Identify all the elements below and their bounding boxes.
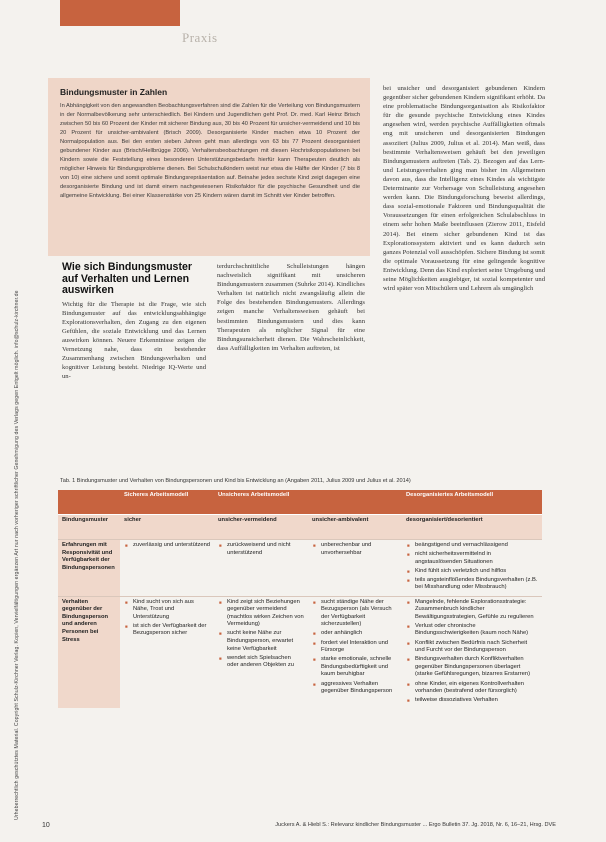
list-item: ■ ohne Kinder, ein eigenes Kontrollverhalten vorhanden (bestrafend oder fürsorglich) [415,681,538,696]
table-caption: Tab. 1 Bindungsmuster und Verhalten von Bindungspersonen und Kind bis Entwicklung an (Angaben 2011, Julius 2009 und Julius et al. 2014) [60,478,411,484]
row-label: Verhalten gegenüber der Bindungsperson und anderen Personen bei Stress [58,596,120,708]
info-box-title: Bindungsmuster in Zahlen [60,87,168,97]
middle-column [217,262,365,353]
column-header: desorganisiert/desorientiert [402,515,542,540]
left-column [62,262,206,381]
table-row [58,596,542,708]
table-column-header [58,515,542,540]
page-footer: Juckers A. & Hiebl S.: Relevanz kindlicher Bindungsmuster ... Ergo Bulletin 37. Jg. 2018, Nr. 6, 16–21, Hrsg. DVE [275,822,556,828]
table-cell [308,596,402,708]
list-item: ■ Bindungsverhalten durch Konfliktverhalten gegenüber Bindungspersonen überlagert (starke Gefühlsregungen, bizarres Erstarren) [415,656,538,679]
group-header-disorganized: Desorganisiertes Arbeitsmodell [402,490,542,515]
right-column [383,84,545,293]
group-header-insecure: Unsicheres Arbeitsmodell [214,490,402,515]
list-item: ■ starke emotionale, schnelle Bindungsbedürftigkeit und kaum beruhigbar [321,656,398,679]
list-item: ■ beängstigend und vernachlässigend [415,542,538,550]
table-cell [214,596,308,708]
column-header: unsicher-vermeidend [214,515,308,540]
column-header: Bindungsmuster [58,515,120,540]
right-column-text: bei unsicher und desorganisiert gebundenen Kindern gegenüber sicher gebundenen Kindern signifikant erhöht. Da eine problematische Bindungsorganisation als Risikofaktor für die gesunde psychische Entwicklung eines Kindes angesehen wird, werden psychische Auffälligkeiten oftmals eng mit unsicheren und desorganisierten Bindungen assoziiert (Julius 2009, Julius et al. 2014). Man weiß, dass bestimmte Verhaltensweisen gehäuft bei den jeweiligen Bindungsmustern auftreten (Tab. 2). Bezogen auf das Lern- und Leistungsverhalten ging man bisher im Allgemeinen davon aus, dass die Intelligenz eines Kindes als wichtigste Determinante zur Vorhersage von Schulleistung angesehen werden kann. Die Bindungsforschung beweist allerdings, dass sozial-emotionale Faktoren und Bindungsqualität die Voraussetzungen für einen erfolgreichen Schulabschluss in einem sehr hohen Maße beeinflussen (Zierow 2011, Eisfeld 2014). Bei einem sicher gebundenen Kind ist das Explorationssystem aktiviert und es kann dadurch sein ganzes Potenzial voll ausschöpfen. Sichere Bindung ist somit die optimale Voraussetzung für eine gelingende kognitive Entwicklung. Denn das Kind exploriert seine Umgebung und seine Möglichkeiten ausgiebiger, ist sozial kompetenter und wird später von Mitschülern und Lehrern als umgänglich [383,85,545,293]
list-item: ■ fordert viel Interaktion und Fürsorge [321,640,398,655]
bindungsmuster-table [58,490,542,708]
list-item: ■ zuverlässig und unterstützend [133,542,210,550]
row-label: Erfahrungen mit Responsivität und Verfügbarkeit der Bindungspersonen [58,540,120,597]
table-cell [120,540,214,597]
group-header-secure: Sicheres Arbeitsmodell [120,490,214,515]
list-item: ■ aggressives Verhalten gegenüber Bindungsperson [321,681,398,696]
list-item: ■ Mangelnde, fehlende Explorationsstrategie: Zusammenbruch kindlicher Bewältigungsstrategien, Gefühle zu regulieren [415,599,538,622]
list-item: ■ Kind sucht von sich aus Nähe, Trost und Unterstützung [133,599,210,622]
article-heading: Wie sich Bindungsmuster auf Verhalten und Lernen auswirken [62,261,192,296]
table-group-header [58,490,542,515]
list-item: ■ unberechenbar und unvorhersehbar [321,542,398,557]
list-item: ■ Kind zeigt sich Beziehungen gegenüber vermeidend (machtlos wirken Zeichen von Vermeidung) [227,599,304,629]
list-item: ■ sucht keine Nähe zur Bindungsperson, erwartet keine Verfügbarkeit [227,630,304,653]
table-row [58,540,542,597]
list-item: ■ oder anhänglich [321,630,398,638]
list-item: ■ teils angsteinflößendes Bindungsverhalten (z.B. bei Misshandlung oder Missbrauch) [415,577,538,592]
list-item: ■ ist sich der Verfügbarkeit der Bezugsperson sicher [133,623,210,638]
list-item: ■ wendet sich Spielsachen oder anderen Objekten zu [227,655,304,670]
list-item: ■ Konflikt zwischen Bedürfnis nach Sicherheit und Furcht vor der Bindungsperson [415,640,538,655]
copyright-side-note: Urheberrechtlich geschütztes Material. Copyright Schulz-Kirchner Verlag. Kopien, Vervielfältigungen ergänzen Art nur nach vorheriger schriftlicher Genehmigung des Verlags gegen Entgelt möglich. info@schulz-kirchner.de [14,290,20,820]
column-header: sicher [120,515,214,540]
section-title: Praxis [182,30,218,45]
list-item: ■ Kind fühlt sich verletzlich und hilflos [415,568,538,576]
header-accent-bar [60,0,180,26]
column-header: unsicher-ambivalent [308,515,402,540]
list-item: ■ zurückweisend und nicht unterstützend [227,542,304,557]
table-cell [308,540,402,597]
list-item: ■ nicht sicherheitsvermittelnd in angstauslösenden Situationen [415,551,538,566]
table-cell [120,596,214,708]
list-item: ■ Verlust oder chronische Bindungsschwierigkeiten (kaum noch Nähe) [415,623,538,638]
table-cell [402,596,542,708]
info-box-text: In Abhängigkeit von den angewandten Beobachtungsverfahren sind die Zahlen für die Verteilung von Bindungsmustern in der Normalbevölkerung sehr unterschiedlich. Bei Kindern und Jugendlichen geht Prof. Dr. med. Karl Heinz Brisch zwischen 50 bis 60 Prozent der Kinder mit sicherer Bindung aus, 30 bis 40 Prozent für unsicher-vermeidend und 10 bis 20 Prozent für unsicher-ambivalent (Brisch 2009). Desorganisierte Kinder machen etwa 10 Prozent der Normalpopulation aus. Bei den ersten sieben Jahren geht man allerdings von 63 bis 77 Prozent desorganisiert gebundener Kinder aus (Brisch/Hellbrügge 2006). Verhaltensbeobachtungen mit diesen Hochrisikopopulationen bei Kindern sowie die Feststellung eines besonderen Unterstützungsbedarfs hierfür kann Therapeuten deutlich als möglicher Hinweis für Bindungsprobleme dienen. Bei Schulschulkindern weist nur etwa die Hälfte der Kinder (7 bis 8 von 10) eine sichere und somit optimale Bindungsrepräsentation auf. Beinahe jedes sechste Kind zeigt dagegen eine desorganisierte Bindung und ist damit einem nachgewiesenen Risikofaktor für die psychische Gesundheit und die allgemeine Entwicklung. Bei einer Klassenstärke von 25 Kindern wären damit im Schnitt vier Kinder betroffen. [60,103,360,200]
left-column-text: Wichtig für die Therapie ist die Frage, wie sich Bindungsmuster auf das entwicklungsabhängige Explorationsverhalten, den Zugang zu den eigenen Gefühlen, die soziale Entwicklung und das Lernen auswirken können. Neuere Erkenntnisse zeigen die Vernetzung nahe, dass ein bestehender Zusammenhang zwischen Bindungsverhalten und kognitiver Leistung besteht. Niedrige IQ-Werte und un- [62,300,206,381]
list-item: ■ sucht ständige Nähe der Bezugsperson (als Versuch der Verfügbarkeit sicherzustellen) [321,599,398,629]
list-item: ■ teilweise dissoziatives Verhalten [415,697,538,705]
table-cell [214,540,308,597]
info-box [48,78,370,256]
table-cell [402,540,542,597]
page-number: 10 [42,822,50,829]
middle-column-text: terdurchschnittliche Schulleistungen hängen nachweislich signifikant mit unsicheren Bindungsmustern zusammen (Suhrke 2014). Kindliches Verhalten ist natürlich nicht zwangsläufig allein die Folge des bestehenden Bindungsmusters. Allerdings zeigen manche Verhaltensweisen gehäuft bei bestimmten Bindungsmustern und dies kann Therapeuten als möglicher Signal für eine Bindungsunsicherheit dienen. Die Wahrscheinlichkeit, dass Auffälligkeiten im Verhalten auftreten, ist [217,263,365,352]
